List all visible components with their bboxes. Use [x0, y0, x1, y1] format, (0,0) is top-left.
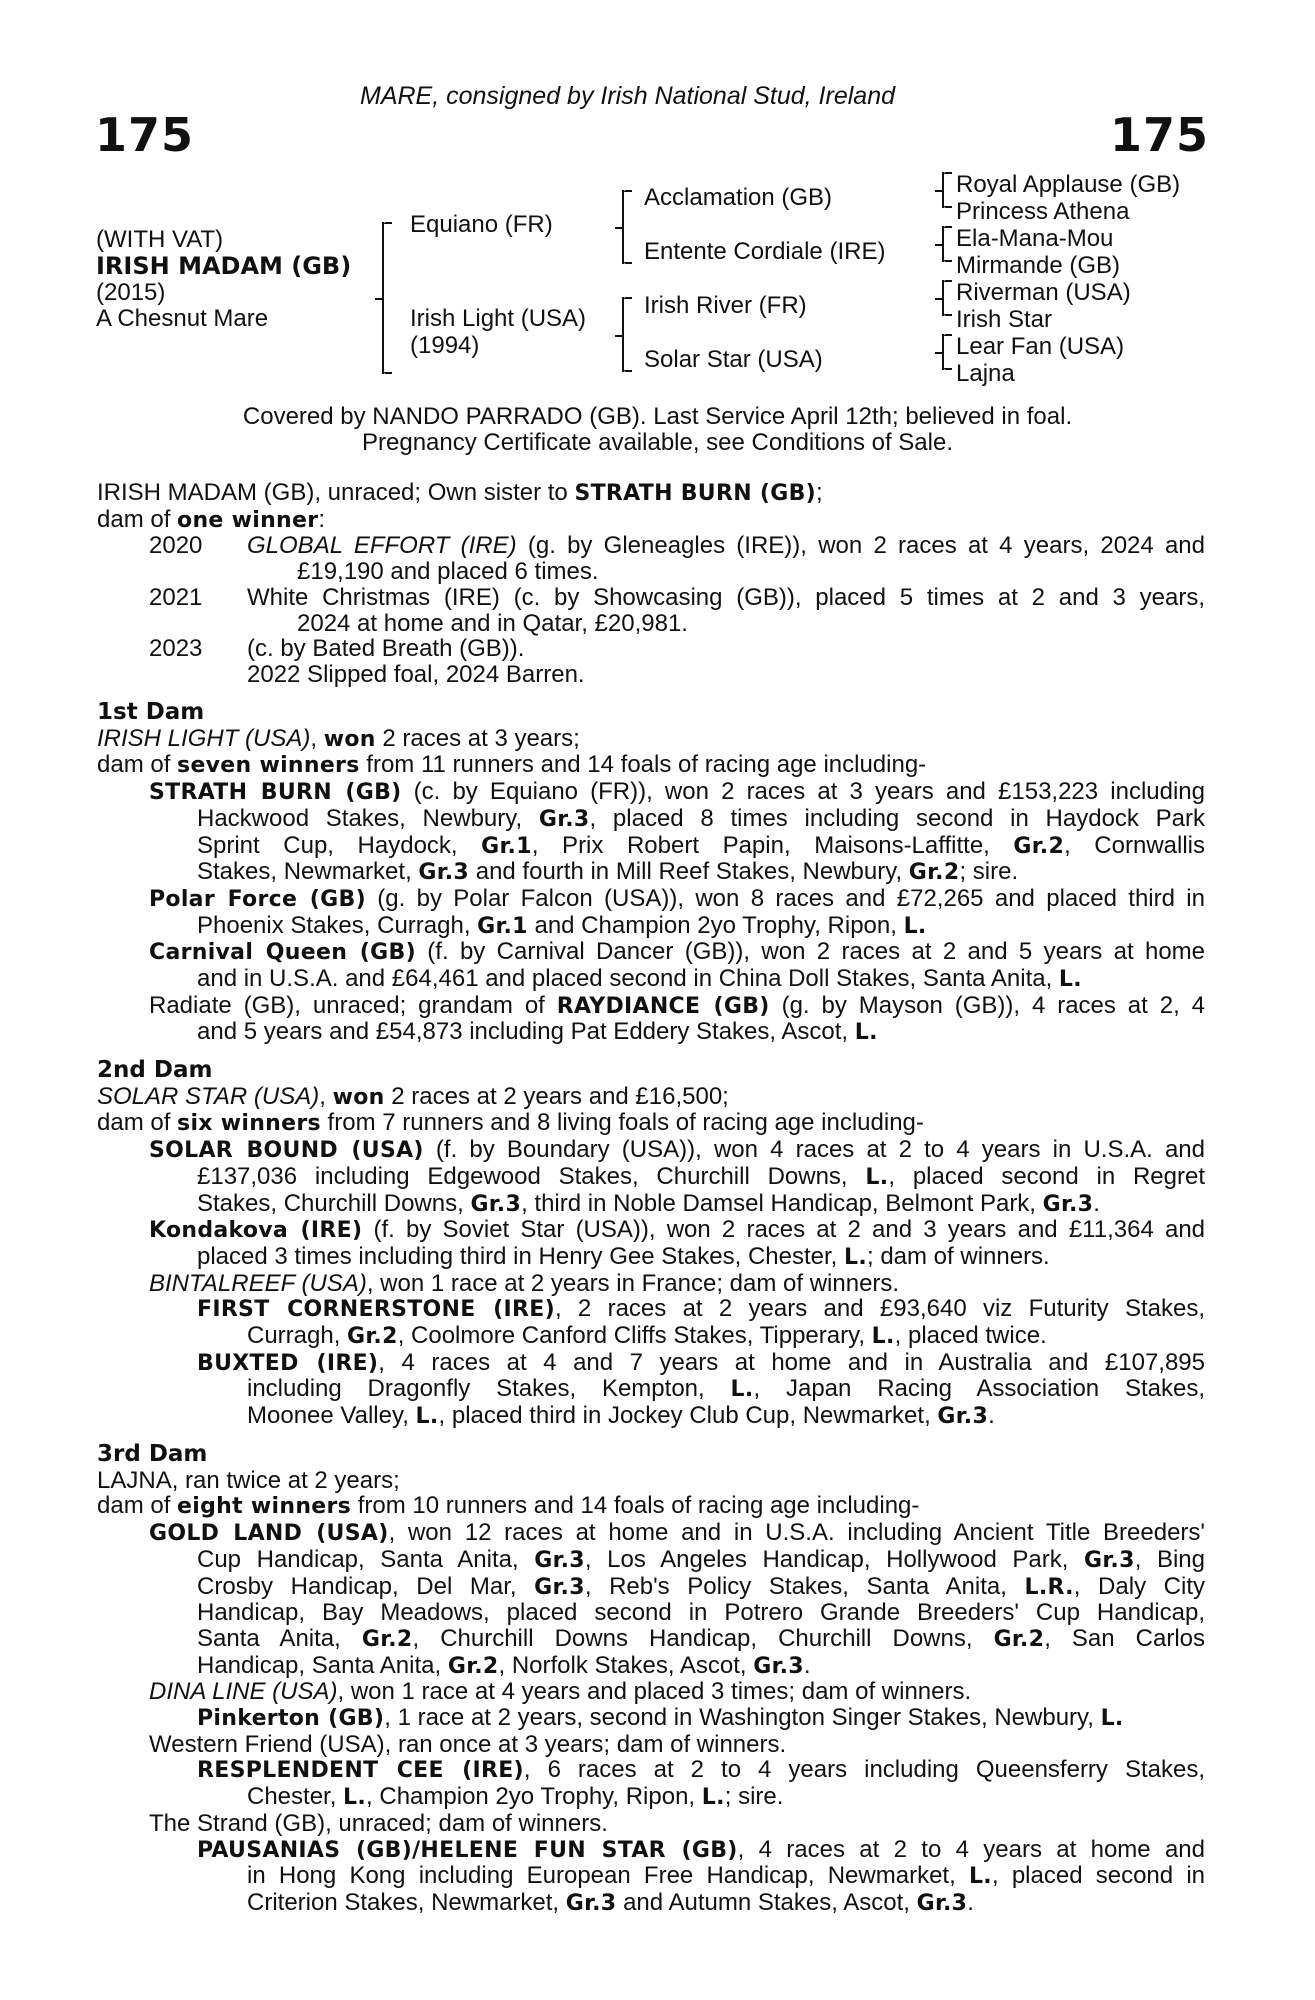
- foal-record: 2021 White Christmas (IRE) (c. by Showcasing (GB)), placed 5 times at 2 and 3 years,: [149, 583, 1205, 611]
- progeny-entry: Carnival Queen (GB) (f. by Carnival Dancer (GB)), won 2 races at 2 and 5 years at home: [149, 938, 1206, 966]
- grand-progeny-entry-cont: in Hong Kong including European Free Handicap, Newmarket, L., placed second in: [247, 1862, 1206, 1890]
- progeny-entry-cont: Cup Handicap, Santa Anita, Gr.3, Los Angeles Handicap, Hollywood Park, Gr.3, Bing: [197, 1545, 1205, 1573]
- pedigree-g6: Irish Star: [956, 306, 1053, 333]
- progeny-entry: GOLD LAND (USA), won 12 races at home and in U.S.A. including Ancient Title Breeders': [149, 1519, 1205, 1547]
- grand-progeny-entry-cont: Moonee Valley, L., placed third in Jockey Club Cup, Newmarket, Gr.3.: [247, 1402, 995, 1430]
- progeny-entry: DINA LINE (USA), won 1 race at 4 years and placed 3 times; dam of winners.: [149, 1678, 972, 1706]
- dam-line: IRISH LIGHT (USA), won 2 races at 3 years;: [97, 724, 580, 752]
- pedigree-g8: Lajna: [956, 360, 1015, 387]
- grand-progeny-entry: RESPLENDENT CEE (IRE), 6 races at 2 to 4 years including Queensferry Stakes,: [197, 1756, 1205, 1784]
- pedigree-g5: Riverman (USA): [956, 279, 1131, 306]
- pedigree-dam-dam: Solar Star (USA): [644, 346, 823, 373]
- grand-progeny-entry: FIRST CORNERSTONE (IRE), 2 races at 2 years and £93,640 viz Futurity Stakes,: [197, 1295, 1205, 1323]
- progeny-entry: SOLAR BOUND (USA) (f. by Boundary (USA)), won 4 races at 2 to 4 years in U.S.A. and: [149, 1136, 1205, 1164]
- progeny-entry: Radiate (GB), unraced; grandam of RAYDIANCE (GB) (g. by Mayson (GB)), 4 races at 2, 4: [149, 991, 1206, 1019]
- progeny-entry-cont: Handicap, Bay Meadows, placed second in Potrero Grande Breeders' Cup Handicap,: [197, 1599, 1205, 1627]
- subject-year: (2015): [96, 279, 166, 306]
- progeny-entry-cont: £137,036 including Edgewood Stakes, Churchill Downs, L., placed second in Regret: [197, 1162, 1205, 1190]
- pedigree-g1: Royal Applause (GB): [956, 171, 1181, 198]
- progeny-entry: The Strand (GB), unraced; dam of winners.: [149, 1809, 608, 1837]
- covered-note: Covered by NANDO PARRADO (GB). Last Service April 12th; believed in foal.: [242, 403, 1073, 430]
- progeny-entry-cont: Handicap, Santa Anita, Gr.2, Norfolk Stakes, Ascot, Gr.3.: [197, 1651, 811, 1679]
- dam-produce-line: dam of seven winners from 11 runners and 14 foals of racing age including-: [97, 751, 927, 779]
- pedigree-dam: Irish Light (USA): [410, 305, 587, 332]
- pedigree-brace-g1: [942, 172, 944, 208]
- foal-record: 2023 (c. by Bated Breath (GB)).: [149, 635, 525, 663]
- progeny-entry-cont: placed 3 times including third in Henry Gee Stakes, Chester, L.; dam of winners.: [197, 1242, 1050, 1270]
- second-dam-section: [97, 1058, 1205, 1430]
- progeny-entry: Western Friend (USA), ran once at 3 years; dam of winners.: [149, 1730, 787, 1758]
- pedigree-g7: Lear Fan (USA): [956, 333, 1125, 360]
- progeny-entry: BINTALREEF (USA), won 1 race at 2 years in France; dam of winners.: [149, 1269, 900, 1297]
- foal-record-cont: 2022 Slipped foal, 2024 Barren.: [247, 660, 585, 688]
- pedigree-g4: Mirmande (GB): [956, 252, 1121, 279]
- subject-description: A Chesnut Mare: [96, 305, 269, 332]
- pedigree-brace-g3: [942, 280, 944, 316]
- lot-number-left: 175: [95, 108, 195, 162]
- subject-name: IRISH MADAM (GB): [96, 252, 352, 280]
- pedigree-sire-dam: Entente Cordiale (IRE): [644, 238, 886, 265]
- progeny-entry: STRATH BURN (GB) (c. by Equiano (FR)), won 2 races at 3 years and £153,223 including: [149, 778, 1205, 806]
- grand-progeny-entry-cont: Criterion Stakes, Newmarket, Gr.3 and Autumn Stakes, Ascot, Gr.3.: [247, 1888, 974, 1916]
- progeny-entry-cont: and in U.S.A. and £64,461 and placed second in China Doll Stakes, Santa Anita, L.: [197, 965, 1082, 993]
- pedigree-dam-sire: Irish River (FR): [644, 292, 807, 319]
- pedigree-brace-g2: [942, 226, 944, 262]
- progeny-entry: Kondakova (IRE) (f. by Soviet Star (USA)), won 2 races at 2 and 3 years and £11,364 and: [149, 1216, 1206, 1244]
- vat-note: (WITH VAT): [96, 226, 224, 253]
- foal-record-cont: £19,190 and placed 6 times.: [297, 558, 599, 586]
- foal-record-cont: 2024 at home and in Qatar, £20,981.: [297, 609, 688, 637]
- intro-section: [97, 480, 1205, 688]
- progeny-entry-cont: Stakes, Churchill Downs, Gr.3, third in Noble Damsel Handicap, Belmont Park, Gr.3.: [197, 1189, 1100, 1217]
- dam-produce-line: dam of six winners from 7 runners and 8 living foals of racing age including-: [97, 1109, 924, 1137]
- dam-line: LAJNA, ran twice at 2 years;: [97, 1466, 400, 1494]
- pedigree-g2: Princess Athena: [956, 198, 1130, 225]
- pedigree-dam-year: (1994): [410, 332, 480, 359]
- section-heading: 1st Dam: [97, 699, 205, 725]
- progeny-entry-cont: Phoenix Stakes, Curragh, Gr.1 and Champion 2yo Trophy, Ripon, L.: [197, 911, 927, 939]
- pedigree-brace-main: [382, 222, 384, 374]
- progeny-entry-cont: and 5 years and £54,873 including Pat Eddery Stakes, Ascot, L.: [197, 1018, 878, 1046]
- grand-progeny-entry-cont: including Dragonfly Stakes, Kempton, L., Japan Racing Association Stakes,: [247, 1375, 1205, 1403]
- grand-progeny-entry-cont: Chester, L., Champion 2yo Trophy, Ripon, L.; sire.: [247, 1783, 784, 1811]
- pregnancy-note: Pregnancy Certificate available, see Conditions of Sale.: [362, 429, 953, 456]
- progeny-entry: Polar Force (GB) (g. by Polar Falcon (USA)), won 8 races and £72,265 and placed third in: [149, 884, 1205, 912]
- pedigree-sire: Equiano (FR): [410, 211, 553, 238]
- pedigree-brace-sire: [622, 190, 624, 264]
- grand-progeny-entry: Pinkerton (GB), 1 race at 2 years, second in Washington Singer Stakes, Newbury, L.: [197, 1704, 1124, 1732]
- consignment-line: MARE, consigned by Irish National Stud, Ireland: [360, 82, 895, 110]
- pedigree-sire-sire: Acclamation (GB): [644, 184, 833, 211]
- progeny-entry-cont: Crosby Handicap, Del Mar, Gr.3, Reb's Policy Stakes, Santa Anita, L.R., Daly City: [197, 1572, 1206, 1600]
- dam-line: SOLAR STAR (USA), won 2 races at 2 years and £16,500;: [97, 1082, 729, 1110]
- section-heading: 3rd Dam: [97, 1441, 208, 1467]
- grand-progeny-entry: PAUSANIAS (GB)/HELENE FUN STAR (GB), 4 races at 2 to 4 years at home and: [197, 1835, 1206, 1863]
- progeny-entry-cont: Hackwood Stakes, Newbury, Gr.3, placed 8 times including second in Haydock Park: [197, 804, 1206, 832]
- lot-number-right: 175: [1110, 108, 1210, 162]
- grand-progeny-entry: BUXTED (IRE), 4 races at 4 and 7 years at home and in Australia and £107,895: [197, 1348, 1205, 1376]
- pedigree-brace-g4: [942, 334, 944, 370]
- intro-line-1: IRISH MADAM (GB), unraced; Own sister to STRATH BURN (GB);: [97, 479, 823, 506]
- pedigree-g3: Ela-Mana-Mou: [956, 225, 1114, 252]
- section-heading: 2nd Dam: [97, 1057, 213, 1083]
- intro-line-2: dam of one winner:: [97, 505, 326, 533]
- grand-progeny-entry-cont: Curragh, Gr.2, Coolmore Canford Cliffs Stakes, Tipperary, L., placed twice.: [247, 1322, 1047, 1350]
- foal-record: 2020 GLOBAL EFFORT (IRE) (g. by Gleneagles (IRE)), won 2 races at 4 years, 2024 and: [149, 532, 1206, 560]
- progeny-entry-cont: Stakes, Newmarket, Gr.3 and fourth in Mill Reef Stakes, Newbury, Gr.2; sire.: [197, 858, 1019, 886]
- first-dam-section: [97, 700, 1205, 1046]
- dam-produce-line: dam of eight winners from 10 runners and 14 foals of racing age including-: [97, 1492, 920, 1520]
- progeny-entry-cont: Sprint Cup, Haydock, Gr.1, Prix Robert Papin, Maisons-Laffitte, Gr.2, Cornwallis: [197, 831, 1206, 859]
- pedigree-brace-dam: [622, 297, 624, 372]
- third-dam-section: [97, 1442, 1205, 1917]
- progeny-entry-cont: Santa Anita, Gr.2, Churchill Downs Handicap, Churchill Downs, Gr.2, San Carlos: [197, 1624, 1205, 1652]
